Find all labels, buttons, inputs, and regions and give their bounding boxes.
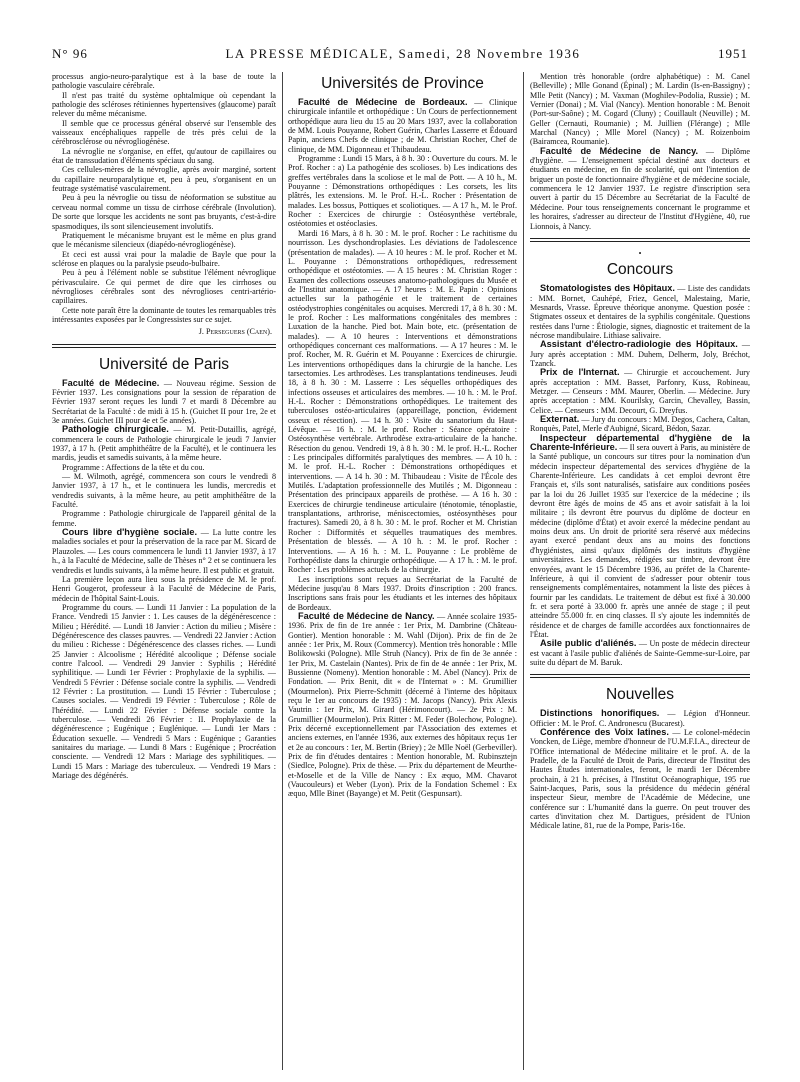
item-text: — Année scolaire 1935-1936. Prix de fin de 1re année : 1er Prix, M. Dambrine (Château-Gontier). Mention honorable : M. Wahl (Dijon). Prix de fin de 2e année : 1er Prix, M. Roux (Commercy). Mention très honorable : Mlle Bolikowski (Pologne). Mlle Struh (Nancy). Prix de fin de 3e année : 1er Prix, M. Castelain (Nantes). Prix de fin de 4e année : 1er Prix, M. Bussienne (Nomeny). Mention honorable : M. Abel (Nancy). Prix de Fondation. — Prix Benit, dit « de l'Internat » : M. Grumillier (Mourmelon). Prix Pierre-Schmitt (décerné à l'interne des hôpitaux reçu le 1er au concours de 1935) : M. Jacops (Nancy). Prix Alexis Vautrin : 1er Prix, M. Girard (Hérimoncourt). — 2e Prix : M. Grumillier (Mourmelon). Prix Ritter : M. Feder (Bolechow, Pologne). Prix décerné exceptionnellement par l'Association des externes et anciens externes, en l'année 1936, aux externes des hôpitaux reçus 1er et 2e au concours : 1er, M. Bertin (Briey) ; 2e Mlle Noël (Gerbeviller). Prix de fin d'études dentaires : Mention honorable, M. Rubinsztejn (Siedlce, Pologne). Prix de thèse. — Prix du département de Meurthe-et-Moselle et de la Ville de Nancy : Ex æquo, MM. Chavarot (Vaucouleurs) et Weber (Lyon). Prix de la Fondation Schemel : Ex æquo, Mlle Binet (Bayange) et M. Petit (Gespunsart). [288, 611, 517, 799]
paragraph: Cette note paraît être la dominante de toutes les remarquables très intéressantes exposées par le Congressistes sur ce sujet. [52, 305, 276, 324]
item-heading: Faculté de Médecine. [62, 377, 160, 388]
item-text: — Jury après acceptation : MM. Duhem, Delherm, Joly, Bréchot, Tzanck. [530, 340, 750, 368]
column-1 [52, 72, 276, 1070]
paragraph: La névroglie ne s'organise, en effet, qu'autour de capillaires ou état de transsudation d'éléments spéciaux du sang. [52, 146, 276, 166]
item-heading: Distinctions honorifiques. [540, 708, 660, 719]
section-title: Université de Paris [98, 355, 230, 373]
item-heading: Externat. [540, 414, 580, 424]
author-signature: J. Perseguers (Caen). [198, 327, 272, 337]
paragraph: Programme : Lundi 15 Mars, à 8 h. 30 : Ouverture du cours. M. le Prof. Rocher : a) La pathogénie des scolioses. b) Les indications des greffes vertébrales dans la scoliose et le mal de Pott. — A 10 h., M. Pouyanne : Démonstrations orthopédiques : Les corsets, les lits plâtrés, les extensions. M. le Prof. H.-L. Rocher : Présentation de malades. Les bossus, Pottiques et scoliotiques. — A 17 h., M. le Prof. Rocher : Exercices de chirurgie : Ostéosynthèse vertébrale, ostéotomies et ostéoclasies. [288, 154, 517, 229]
section-divider [52, 344, 276, 348]
column-divider [282, 72, 283, 1070]
item-heading: Assistant d'électro-radiologie des Hôpitaux. [540, 339, 738, 350]
paragraph: La première leçon aura lieu sous la présidence de M. le prof. Henri Gougerot, professeur à la Faculté de Médecine de Paris, médecin de l'hôpital Saint-Louis. [52, 574, 276, 603]
item-text: — Un poste de médecin directeur est vacant à l'asile public d'aliénés de Sainte-Gemme-sur-Loire, par suite du départ de M. Baruk. [530, 639, 750, 667]
item-text: — Le colonel-médecin Voncken, de Liège, membre d'honneur de l'U.M.F.I.A., directeur de l'Office international de Médecine militaire et le prof. A. de la Pradelle, de la Faculté de Droit de Paris, directeur de l'Institut des Hautes Études internationales, feront, le mardi 1er Décembre prochain, à 21 h. précises, à l'Institut Océanographique, 195 rue Saint-Jacques, Paris, sous la présidence du médecin général inspecteur Sieur, membre de l'Académie de Médecine, une conférence sur : L'humanité dans la guerre. On peut trouver des cartes d'invitation chez M. Dartigues, président de l'Union Médicale latine, 81, rue de la Pompe, Paris-16e. [530, 727, 750, 831]
item-text: — Légion d'Honneur. Officier : M. le Prof. C. Andronescu (Bucarest). [530, 709, 750, 728]
item-text: — Chirurgie et accouchement. Jury après acceptation : MM. Basset, Parfonry, Kuss, Robineau, Metzger. — Censeurs : MM. Maurer, Oberlin. — Médecine. Jury après acceptation : MM. Kourilsky, Garcin, Chevalley, Bassin, Celice. — Censeurs : MM. Decourt, G. Dreyfus. [530, 368, 750, 415]
paragraph: Ces cellules-mères de la névroglie, après avoir marginé, sortent du capillaire neuroparalytique et, peu à peu, s'organisent en un feutrage systématisé vasculairement. [52, 165, 276, 194]
paragraph: Programme : Pathologie chirurgicale de l'appareil génital de la femme. [52, 509, 276, 528]
item-heading: Inspecteur départemental d'hygiène de la Charente-Inférieure. [530, 432, 750, 453]
paragraph: Programme du cours. — Lundi 11 Janvier : La population de la France. Vendredi 15 Janvier : 1. Les causes de la dégénérescence : Milieu ; Hérédité. — Lundi 18 Janvier : Action du milieu ; Misère : Dégénérescence des classes pauvres. — Vendredi 22 Janvier : Action du milieu : Richesse : Dégénérescence des classes riches. — Lundi 25 Janvier : Alcoolisme ; Hérédité alcoolique ; Défense sociale contre l'alcool. — Vendredi 29 Janvier : Syphilis ; Hérédité syphilitique. — Lundi 1er Février : Prophylaxie de la syphilis. — Vendredi 5 Février : Défense sociale contre la syphilis. — Vendredi 12 Février : La prostitution. — Lundi 15 Février : Tuberculose ; Causes sociales. — Vendredi 19 Février : Tuberculose ; Rôle de l'hérédité. — Lundi 22 Février : Défense sociale contre la tuberculose. — Vendredi 26 Février : II. Prophylaxie de la dégénérescence ; Eugénique ; Euglénique. — Lundi 1er Mars : Éducation sexuelle. — Vendredi 5 Mars : Eugénique ; Garanties sanitaires du mariage. — Lundi 8 Mars : Eugénique ; Procréation consciente. — Vendredi 12 Mars : Mariage des syphilitiques. — Lundi 15 Mars : Mariage des tuberculeux. — Vendredi 19 Mars : Mariage des dégénérés. [52, 602, 276, 781]
column-divider [523, 72, 524, 1070]
bullet-mark: • [638, 248, 642, 258]
paragraph: Peu à peu à l'élément noble se substitue l'élément névroglique périvasculaire. Ce qui permet de dire que les cirrhoses ou névroglioses cérébrales sont des névroglioses centri-artério-capillaires. [52, 268, 276, 306]
item-heading: Faculté de Médecine de Nancy. [298, 610, 435, 621]
item-heading: Stomatologistes des Hôpitaux. [540, 283, 675, 294]
item-heading: Asile public d'aliénés. [540, 638, 637, 649]
section-divider [530, 238, 750, 242]
item-heading: Faculté de Médecine de Nancy. [540, 145, 699, 156]
paragraph: Et ceci est aussi vrai pour la maladie de Bayle que pour la sclérose en plaques ou la paralysie pseudo-bulbaire. [52, 249, 276, 268]
section-title: Concours [606, 261, 674, 279]
page-number: 1951 [717, 46, 748, 61]
journal-title: LA PRESSE MÉDICALE, Samedi, 28 Novembre 1936 [225, 46, 581, 61]
item-heading: Cours libre d'hygiène sociale. [62, 527, 198, 538]
page-header [52, 46, 748, 64]
section-divider [530, 674, 750, 678]
paragraph: Il n'est pas traité du système ophtalmique où cependant la pathologie des scléroses rétiniennes hypertensives (glaucome) paraît relever du même mécanisme. [52, 90, 276, 119]
item-text: — Clinique chirurgicale infantile et orthopédique : Un Cours de perfectionnement orthopédique aura lieu du 15 au 20 Mars 1937, avec la collaboration de MM. Louis Pouyanne, Robert Guérin, Charles Lasserre et Édouard Papin, anciens Chefs de clinique ; de M. Christian Rocher, Chef de clinique, de MM. Digonneau et Thibaudeau. [288, 98, 517, 154]
section-title: Universités de Province [321, 75, 484, 92]
paragraph: — M. Wilmoth, agrégé, commencera son cours le vendredi 8 Janvier 1937, à 17 h., et le continuera les lundis, mercredis et vendredis suivants, à la même heure, au petit amphithéâtre de la Faculté. [52, 472, 276, 510]
item-text: — Nouveau régime. Session de Février 1937. Les consignations pour la session de réparation de Février 1937 seront reçues les lundi 7 et mardi 8 Décembre au Secrétariat de la Faculté : de midi à 15 h. (Guichet II pour 1re, 2e et 3e années. Guichet III pour 4e et 5e années). [52, 378, 276, 425]
item-heading: Pathologie chirurgicale. [62, 424, 169, 435]
paragraph: processus angio-neuro-paralytique est à la base de toute la pathologie vasculaire cérébrale. [52, 72, 276, 91]
item-text: — Jury du concours : MM. Degos, Cachera, Caltan, Ronquès, Patel, Merle d'Aubigné, Sicard, Bédon, Sazar. [530, 415, 750, 434]
item-text: — Il sera ouvert à Paris, au ministère de la Santé publique, un concours sur titres pour la nomination d'un médecin inspecteur départemental des services d'hygiène de la Charente-Inférieure. Les candidats à cet emploi devront être Français et, s'ils sont naturalisés, satisfaire aux conditions posées par la loi du 26 Juillet 1935 sur l'exercice de la médecine ; ils devront être âgés de moins de 45 ans et avoir satisfait à la loi militaire ; ils devront être pourvus du diplôme de docteur en médecine (diplôme d'État) et avoir exercé la médecine pendant au moins deux ans. Un droit de priorité sera réservé aux médecins ayant exercé pendant deux ans au moins des fonctions d'hygiénistes, ainsi qu'aux diplômés des instituts d'hygiène universitaires. Les demandes, rédigées sur timbre, devront être envoyées, avant le 15 Décembre 1936, au préfet de la Charente-Inférieure, à qui il convient de s'adresser pour obtenir tous renseignements complémentaires, notamment la liste des pièces à fournir par les candidats. Le traitement de début est fixé à 30.000 fr. et sera porté à 33.000 fr. après une année de stage ; il peut atteindre 55.000 fr. en cinq classes. Il s'y ajoute les indemnités de résidence et de charges de famille accordées aux fonctionnaires de l'État. [530, 443, 750, 639]
item-heading: Prix de l'Internat. [540, 367, 620, 378]
paragraph: Pratiquement le mécanisme bruyant est le même en plus grand que le mécanisme silencieux (diapédo-névrogliogénèse). [52, 230, 276, 250]
item-text: — Liste des candidats : MM. Bornet, Cauhépé, Friez, Gencel, Malestaing, Marie, Mesnards, Vrasse. Épreuve théorique anonyme. Question posée : Stigmates osseux et dentaires de la syphilis congénitale. Questions restées dans l'urne : Étiologie, signes, diagnostic et traitement de la nécrose mandibulaire. Lithiase salivaire. [530, 284, 750, 340]
paragraph: Mention très honorable (ordre alphabétique) : M. Canel (Belleville) ; Mlle Gonand (Épinal) ; M. Lardin (Is-en-Bassigny) ; Mlle Petit (Nancy) ; M. Vaxman (Moghilev-Podolia, Russie) ; M. Vernier (Donai) ; M. Vial (Nancy). Mention honorable : M. Benoit (Port-sur-Saône) ; M. Cogard (Cluny) ; Couillault (Neuville) ; M. Geller (Cernauti, Roumanie) ; M. Juillien (Flérange) ; Mlle Marchal (Nancy) ; Mlle Morel (Nancy) ; M. Roizenboim (Bairamcea, Roumanie). [530, 72, 750, 147]
item-text: — La lutte contre les maladies sociales et pour la préservation de la race par M. Sicard de Plauzoles. — Les cours commencera le lundi 11 Janvier 1937, à 17 h., à la Faculté de Médecine, salle de Thèses n° 2 et se continuera les vendredis et lundis suivants, à la même heure. Il est public et gratuit. [52, 528, 276, 575]
item-heading: Faculté de Médecine de Bordeaux. [298, 97, 468, 107]
item-text: — M. Petit-Dutaillis, agrégé, commencera le cours de Pathologie chirurgicale le jeudi 7 Janvier 1937, à 17 h. (Petit amphithéâtre de la Faculté), et le continuera les mardis, jeudis et samedis suivants, à la même heure. [52, 425, 276, 463]
item-heading: Conférence des Voix latines. [540, 726, 669, 737]
paragraph: Mardi 16 Mars, à 8 h. 30 : M. le prof. Rocher : Le rachitisme du nourrisson. Les dyschondroplasies. Les déviations de l'adolescence (présentation de malades). — A 10 heures : M. le prof. Rocher et M. L. Pouyanne : Démonstrations orthopédiques, redressement orthopédique et ostéotomies. — A 15 heures : M. Christian Roger : Examen des collections osseuses anatomo-pathologiques du Musée et de l'Institut anatomique. — A 17 heures : M. E. Papin : Opinions actuelles sur la pathogénie et le traitement de certaines ostéodystrophies congénitales ou acquises. Mercredi 17, à 8 h. 30 : M. le prof. Rocher : Les malformations congénitales des membres : Luxation de la hanche. Pied bot. Main bote, etc. (présentation de malades). — A 10 heures : Interventions et démonstrations orthopédiques concernant ces malformations. — A 17 heures : M. le prof. Rocher, M. R. Guérin et M. Pouyanne : Exercices de chirurgie. Les interventions orthopédiques dans la chirurgie de la hanche. Les tarsectomies. Les arthrodèses. Les transplantations tendineuses. Jeudi 18, à 8 h. 30 : M. Lasserre : Les séquelles orthopédiques des infections osseuses et articulaires des membres. — 10 h. : M. le Prof. H.-L. Rocher : Démonstrations orthopédiques. Le traitement des tuberculoses ostéo-articulaires (appareillage, ponction, évidement osseux et résection). — 14 h. 30 : Visite du sanatorium du Haut-Lévêque. — 16 h. : M. le prof. Rocher : Séance opératoire : Ostéosynthèse vertébrale. Arthrodèse extra-articulaire de la hanche. Résection du genou. Vendredi 19, à 8 h. 30 : M. le prof. H.-L. Rocher : Les principales difformités paralytiques des membres. — A 10 h. : M. le prof. H.-L. Rocher : Démonstrations orthopédiques et interventions. — A 14 h. 30 : M. Thibaudeau : Visite de l'École des Mutilés. L'adaptation professionnelle des Mutilés ; M. Digonneau : Présentation des principaux appareils de prothèse. — A 16 h. 30 : Exercices de chirurgie tendineuse articulaire (ténotomie, ténoplastie, transplantations, arthrorise, méniscectomies, ostéosynthèses pour fractures). Samedi 20, à 8 h. 30 : M. le prof. Rocher et M. Christian Rocher : Difformités et séquelles traumatiques des membres. Présentation de blessés. — A 10 h. : M. le prof. Rocher : Interventions. — A 16 h. : M. L. Pouyanne : Le problème de l'orthopédiste dans la chirurgie orthopédique. — A 17 h. : M. le prof. Rocher : Les problèmes actuels de la chirurgie. [288, 228, 517, 575]
paragraph: Les inscriptions sont reçues au Secrétariat de la Faculté de Médecine jusqu'au 8 Mars 1937. Droits d'inscription : 200 francs. Inscriptions sans frais pour les étudiants et les internes des hôpitaux de Bordeaux. [288, 574, 517, 612]
column-2 [288, 72, 517, 1070]
issue-number: N° 96 [52, 46, 88, 61]
paragraph: Il semble que ce processus général observé sur l'ensemble des vaisseaux encéphaliques rappelle de très près celui de la cérébrosclérose ou névrogliogénèse. [52, 118, 276, 147]
paragraph: Peu à peu la névroglie ou tissu de néoformation se substitue au cerveau normal comme un tissu de cirrhose cérébrale (Involution). De sorte que lorsque les accidents ne sont pas bruyants, c'est-à-dire spasmodiques, ils sont silencieusement involutifs. [52, 193, 276, 231]
section-title: Nouvelles [605, 686, 675, 704]
column-3 [530, 72, 750, 1070]
item-text: — Diplôme d'hygiène. — L'enseignement spécial destiné aux docteurs et étudiants en médecine, en fin de scolarité, qui ont l'intention de briguer un poste de fonctionnaire d'hygiène et de médecine sociale, commencera le 12 Janvier 1937. Le registre d'inscription sera ouvert à partir du 15 Décembre au Secrétariat de la Faculté de Médecine. Pour tous renseignements concernant le programme et les horaires, s'adresser au directeur de l'Institut d'Hygiène, 40, rue Lionnois, à Nancy. [530, 146, 750, 231]
paragraph: Programme : Affections de la tête et du cou. [62, 462, 205, 472]
